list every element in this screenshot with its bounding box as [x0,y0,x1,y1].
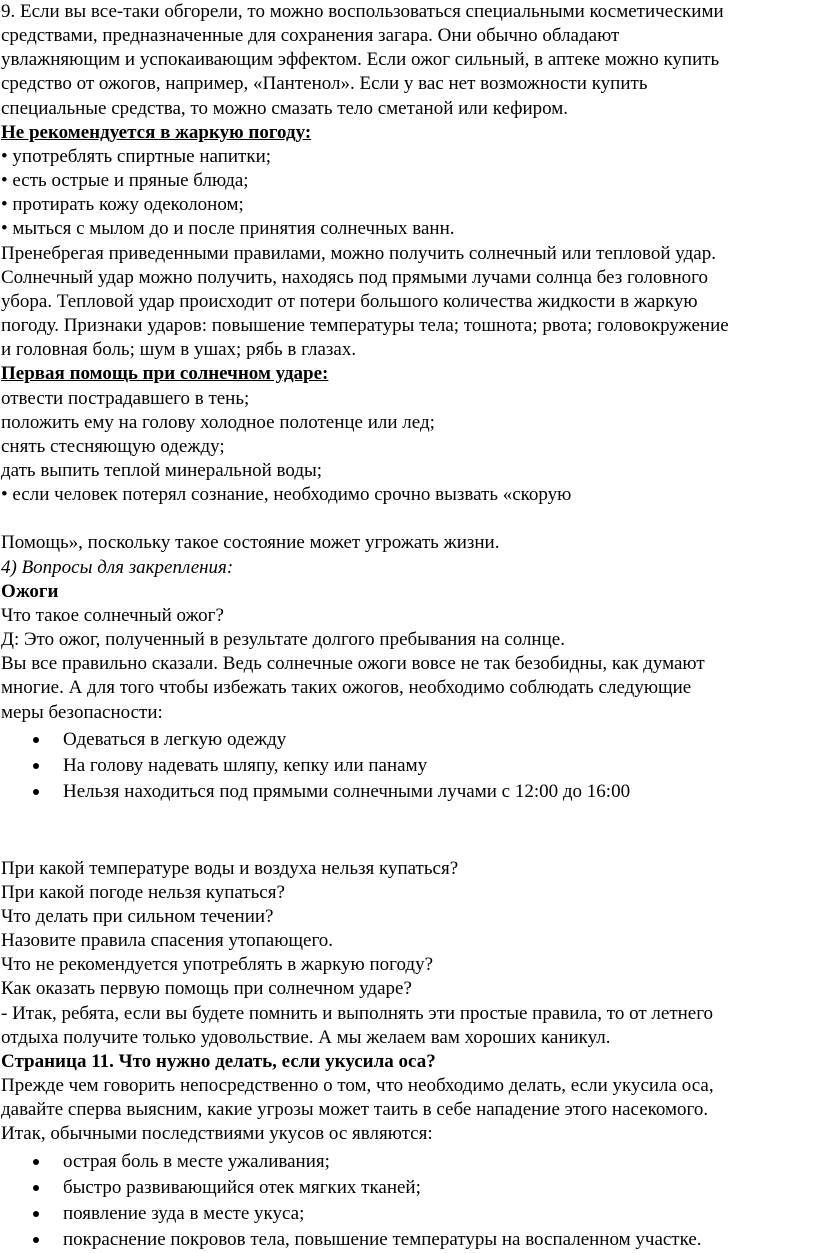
question: При какой погоде нельзя купаться? [1,881,285,903]
bullet-dot-icon [33,1159,39,1165]
list-item: • протирать кожу одеколоном; [1,194,244,216]
list-item: снять стесняющую одежду; [1,435,225,457]
section-heading: Страница 11. Что нужно делать, если укусила оса? [1,1050,436,1072]
question: Как оказать первую помощь при солнечном ударе? [1,978,412,1000]
section-questions [1,556,816,1050]
bullet-text: покраснение покровов тела, повышение температуры на воспаленном участке. [63,1228,702,1250]
bullet-dot-icon [33,1211,39,1217]
text-line: погоду. Признаки ударов: повышение температуры тела; тошнота; рвота; головокружение [1,315,729,337]
text-line: убора. Тепловой удар происходит от потери большого количества жидкости в жаркую [1,290,698,312]
bullet-dot-icon [33,1185,39,1191]
question: Что делать при сильном течении? [1,905,274,927]
section-heading: Не рекомендуется в жаркую погоду: [1,121,312,143]
bullet-text: На голову надевать шляпу, кепку или панаму [63,754,428,776]
subsection-heading: Ожоги [1,580,59,602]
bullet-dot-icon [33,763,39,769]
text-line: давайте сперва выясним, какие угрозы может таить в себе нападение этого насекомого. [1,1099,709,1121]
list-item: дать выпить теплой минеральной воды; [1,459,323,481]
section-strokes [1,242,816,363]
text-line: Прежде чем говорить непосредственно о том, что необходимо делать, если укусила оса, [1,1075,714,1097]
text-line: Солнечный удар можно получить, находясь под прямыми лучами солнца без головного [1,266,708,288]
blank-line [1,809,816,857]
bullet-dot-icon [33,737,39,743]
text-line: специальные средства, то можно смазать тело сметаной или кефиром. [1,97,569,119]
text-line: увлажняющим и успокаивающим эффектом. Если ожог сильный, в аптеке можно купить [1,49,720,71]
list-item: положить ему на голову холодное полотенце или лед; [1,411,435,433]
text-line: 9. Если вы все-таки обгорели, то можно воспользоваться специальными косметическими [1,1,724,22]
section-not-recommended [1,121,816,242]
blank-line [1,507,816,531]
bullet-item [1,753,816,779]
text-line: многие. А для того чтобы избежать таких ожогов, необходимо соблюдать следующие [1,677,692,699]
section-wasp-sting [1,1050,816,1253]
section-sunburn-care [1,0,816,121]
question: Что не рекомендуется употреблять в жаркую погоду? [1,954,434,976]
section-heading: Первая помощь при солнечном ударе: [1,363,329,385]
text-line: - Итак, ребята, если вы будете помнить и выполнять эти простые правила, то от летнего [1,1002,714,1024]
bullet-list [1,1149,816,1253]
bullet-item [1,1149,816,1175]
bullet-dot-icon [33,1237,39,1243]
text-line: средство от ожогов, например, «Пантенол». Если у вас нет возможности купить [1,73,648,95]
list-item: • если человек потерял сознание, необходимо срочно вызвать «скорую [1,484,572,506]
bullet-text: Нельзя находиться под прямыми солнечными лучами с 12:00 до 16:00 [63,780,631,802]
answer: Д: Это ожог, полученный в результате долгого пребывания на солнце. [1,629,565,651]
bullet-item [1,1227,816,1253]
bullet-text: появление зуда в месте укуса; [63,1202,305,1224]
bullet-dot-icon [33,789,39,795]
question: При какой температуре воды и воздуха нельзя купаться? [1,857,459,879]
text-line: Пренебрегая приведенными правилами, можно получить солнечный или тепловой удар. [1,242,716,264]
text-line: Итак, обычными последствиями укусов ос являются: [1,1123,433,1145]
text-line: меры безопасности: [1,701,163,723]
list-item: отвести пострадавшего в тень; [1,387,250,409]
bullet-item [1,727,816,753]
text-line: средствами, предназначенные для сохранения загара. Они обычно обладают [1,25,620,47]
question: Что такое солнечный ожог? [1,604,224,626]
bullet-item [1,1201,816,1227]
bullet-text: быстро развивающийся отек мягких тканей; [63,1176,421,1198]
list-item: • мыться с мылом до и после принятия солнечных ванн. [1,218,455,240]
list-item: • употреблять спиртные напитки; [1,145,272,167]
section-first-aid [1,362,816,555]
text-line: отдыха получите только удовольствие. А мы желаем вам хороших каникул. [1,1026,611,1048]
bullet-item [1,1175,816,1201]
bullet-list [1,727,816,805]
section-heading: 4) Вопросы для закрепления: [1,556,234,578]
bullet-text: Одеваться в легкую одежду [63,728,287,750]
bullet-text: острая боль в месте ужаливания; [63,1150,330,1172]
list-item: • есть острые и пряные блюда; [1,170,249,192]
text-line: Помощь», поскольку такое состояние может угрожать жизни. [1,532,500,554]
text-line: и головная боль; шум в ушах; рябь в глазах. [1,339,357,361]
question: Назовите правила спасения утопающего. [1,930,334,952]
text-line: Вы все правильно сказали. Ведь солнечные ожоги вовсе не так безобидны, как думают [1,653,705,675]
bullet-item [1,779,816,805]
